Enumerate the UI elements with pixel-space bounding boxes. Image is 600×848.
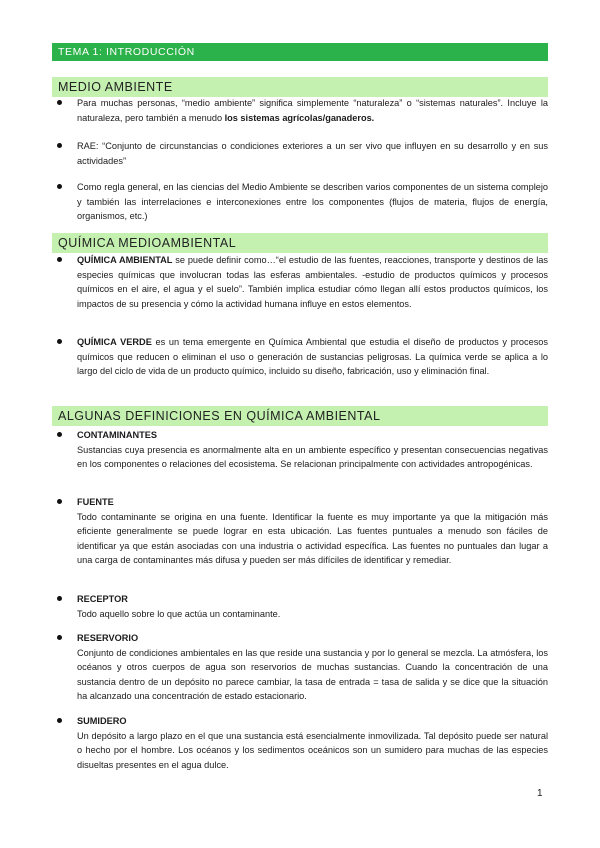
bullet-icon xyxy=(57,499,62,504)
definition-text: Conjunto de condiciones ambientales en las que reside una sustancia y por lo general se mezcla. La atmósfera, los océanos y otros cuerpos de agua son reservorios de muchas sustancias. Cuando la concentración de una sustancia dentro de un depósito no parece cambiar, la tasa de entrada = tasa de salida y se dice que la situación ha alcanzado una concentración de estado estacionario. xyxy=(77,647,548,702)
bullet-icon xyxy=(57,596,62,601)
bullet-icon xyxy=(57,432,62,437)
list-item xyxy=(52,180,548,224)
definition-text: Sustancias cuya presencia es anormalmente alta en un ambiente específico y presentan consecuencias negativas en los componentes o relaciones del ecosistema. Se relacionan principalmente con actividades antropogénicas. xyxy=(77,444,548,470)
paragraph-text: se puede definir como…“el estudio de las fuentes, reacciones, transporte y destinos de las especies químicas que involucran todas las esferas ambientales. -estudio de productos químicos y procesos químicos en el aire, el agua y el suelo”. También implica estudiar cómo llegan allí estos productos químicos, los impactos de su presencia y cómo la actividad humana influye en estos elementos. xyxy=(77,255,548,309)
section-heading-medio-ambiente: MEDIO AMBIENTE xyxy=(52,77,548,97)
definition-item xyxy=(52,714,548,772)
paragraph-text: es un tema emergente en Química Ambiental que estudia el diseño de productos y procesos químicos que reducen o eliminan el uso o generación de sustancias peligrosas. La química verde se aplica a lo largo del ciclo de vida de un producto químico, incluido su diseño, fabricación, uso y eliminación final. xyxy=(77,337,548,377)
definition-term: CONTAMINANTES xyxy=(77,430,157,440)
definition-text: Un depósito a largo plazo en el que una sustancia está esencialmente inmovilizada. Tal depósito puede ser natural o hecho por el hombre. Los océanos y los sedimentos oceánicos son un sumidero para muchas de las especies disueltas presentes en el agua dulce. xyxy=(77,730,548,770)
bullet-icon xyxy=(57,257,62,262)
definition-term: RESERVORIO xyxy=(77,633,139,643)
paragraph-bold-text: los sistemas agrícolas/ganaderos. xyxy=(224,112,375,123)
list-item xyxy=(52,335,548,379)
definition-text: Todo contaminante se origina en una fuente. Identificar la fuente es muy importante ya que la mitigación más eficiente generalmente se puede lograr en esta ubicación. Las fuentes puntuales a menudo son fáciles de identificar ya que están asociadas con una industria o actividad específica. Las fuentes no puntuales dan lugar a una carga de contaminantes más difusa y pueden ser más difíciles de identificar y remediar. xyxy=(77,511,548,566)
list-item xyxy=(52,139,548,168)
paragraph xyxy=(77,180,548,224)
definition-item xyxy=(52,495,548,568)
bullet-icon xyxy=(57,143,62,148)
paragraph-bold-text: QUÍMICA AMBIENTAL xyxy=(77,255,173,265)
paragraph xyxy=(77,253,548,311)
definition-term: SUMIDERO xyxy=(77,716,127,726)
topic-title: TEMA 1: INTRODUCCIÓN xyxy=(52,43,548,61)
section-heading-definiciones: ALGUNAS DEFINICIONES EN QUÍMICA AMBIENTAL xyxy=(52,406,548,426)
paragraph-text: RAE: “Conjunto de circunstancias o condiciones exteriores a un ser vivo que influyen en su desarrollo y en sus actividades” xyxy=(77,141,548,166)
section-heading-quimica-medioambiental: QUÍMICA MEDIOAMBIENTAL xyxy=(52,233,548,253)
bullet-icon xyxy=(57,184,62,189)
bullet-icon xyxy=(57,100,62,105)
paragraph xyxy=(77,139,548,168)
bullet-icon xyxy=(57,718,62,723)
definition-term: FUENTE xyxy=(77,497,114,507)
definition-item xyxy=(52,631,548,704)
definition-item xyxy=(52,592,548,621)
bullet-icon xyxy=(57,635,62,640)
list-item xyxy=(52,96,548,125)
definition-item xyxy=(52,428,548,472)
list-item xyxy=(52,253,548,311)
paragraph xyxy=(77,96,548,125)
definition-term: RECEPTOR xyxy=(77,594,128,604)
paragraph-text: Como regla general, en las ciencias del Medio Ambiente se describen varios componentes de un sistema complejo y también las interrelaciones e interconexiones entre los componentes (flujos de materia, flujos de energía, organismos, etc.) xyxy=(77,182,548,222)
paragraph xyxy=(77,335,548,379)
definition-text: Todo aquello sobre lo que actúa un contaminante. xyxy=(77,608,281,619)
bullet-icon xyxy=(57,339,62,344)
paragraph-text: Para muchas personas, “medio ambiente” significa simplemente “naturaleza” o “sistemas naturales”. Incluye la naturaleza, pero también a menudo xyxy=(77,98,548,123)
page-number: 1 xyxy=(537,788,543,799)
paragraph-bold-text: QUÍMICA VERDE xyxy=(77,337,152,347)
